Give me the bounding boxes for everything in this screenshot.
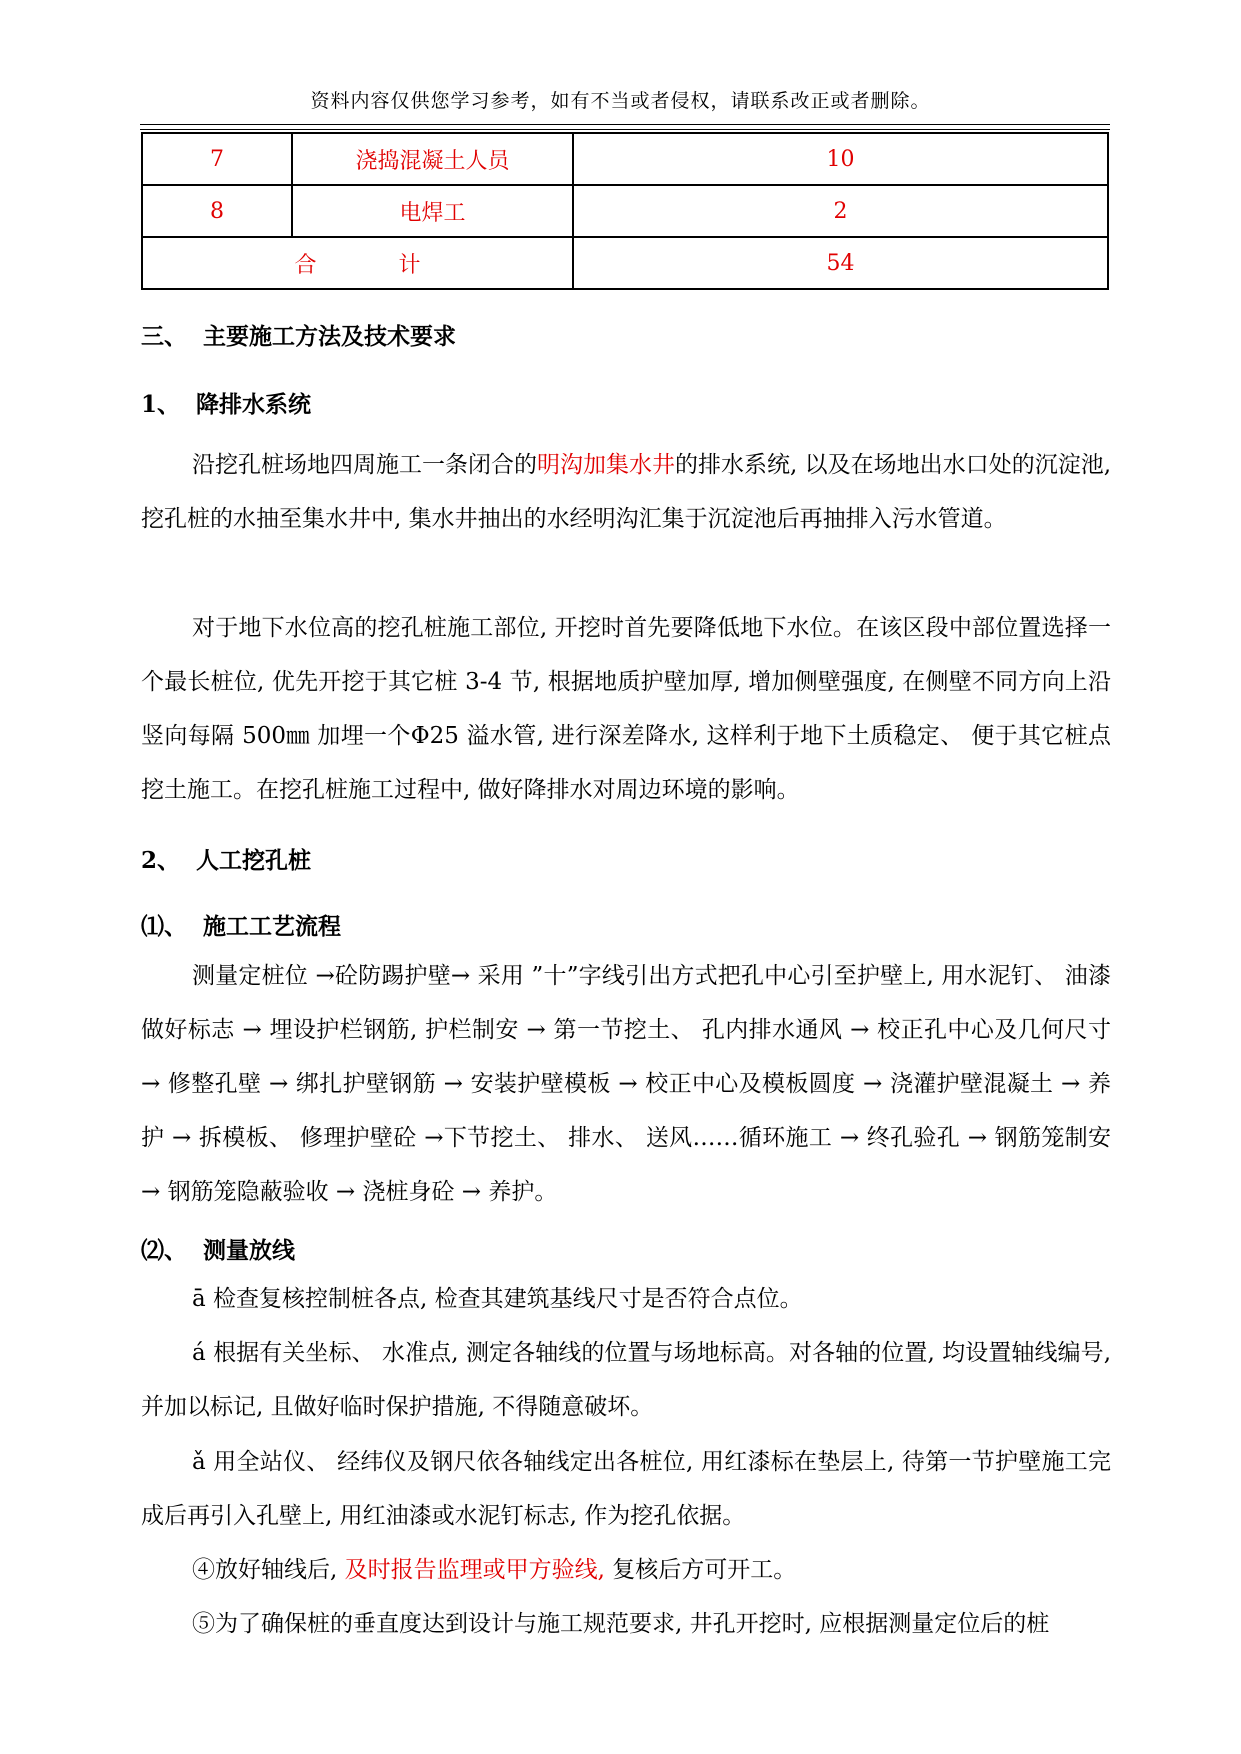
- row-number: 7: [142, 133, 292, 185]
- text: ④放好轴线后,: [192, 1557, 345, 1583]
- section-1-paragraph-1: [141, 438, 1111, 546]
- header-rule-double: [140, 129, 1110, 130]
- survey-item-e: ⑤为了确保桩的垂直度达到设计与施工规范要求, 井孔开挖时, 应根据测量定位后的桩: [192, 1611, 1050, 1637]
- row-count: 2: [573, 185, 1108, 237]
- section-2-1-title: ⑴、 施工工艺流程: [141, 913, 342, 940]
- table-total-row: [142, 237, 1108, 289]
- highlight-text: 及时报告监理或甲方验线,: [344, 1557, 605, 1583]
- staff-table: [141, 132, 1109, 290]
- process-flow-paragraph: 测量定桩位 →砼防踢护壁→ 采用 ”十”字线引出方式把孔中心引至护壁上, 用水泥钉、 油漆做好标志 → 埋设护栏钢筋, 护栏制安 → 第一节挖土、 孔内排水通风 → 校正孔中心及几何尺寸 → 修整孔壁 → 绑扎护壁钢筋 → 安装护壁模板 → 校正中心及模板圆度 → 浇灌护壁混凝土 → 养护 → 拆模板、 修理护壁砼 →下节挖土、 排水、 送风……循环施工 → 终孔验孔 → 钢筋笼制安 → 钢筋笼隐蔽验收 → 浇桩身砼 → 养护。: [141, 963, 1111, 1205]
- header-rule: [140, 124, 1110, 125]
- row-role: 浇捣混凝土人员: [292, 133, 573, 185]
- survey-item-a: ā 检查复核控制桩各点, 检查其建筑基线尺寸是否符合点位。: [192, 1286, 803, 1312]
- row-number: 8: [142, 185, 292, 237]
- text: 复核后方可开工。: [604, 1557, 797, 1583]
- table-row: [142, 185, 1108, 237]
- survey-item-b: á 根据有关坐标、 水准点, 测定各轴线的位置与场地标高。对各轴的位置, 均设置轴线编号, 并加以标记, 且做好临时保护措施, 不得随意破坏。: [141, 1340, 1111, 1420]
- section-2-title: 2、 人工挖孔桩: [141, 847, 312, 874]
- total-label: [142, 237, 573, 289]
- table-row: [142, 133, 1108, 185]
- text: 的排水系统, 以及在场地出水口处的沉淀池, 挖孔桩的水抽至集水井中, 集水井抽出的水经明沟汇集于沉淀池后再抽排入污水管道。: [141, 452, 1112, 532]
- row-count: 10: [573, 133, 1108, 185]
- total-label-b: 计: [398, 252, 421, 278]
- header-note: 资料内容仅供您学习参考，如有不当或者侵权，请联系改正或者删除。: [310, 90, 931, 112]
- section-2-2-title: ⑵、 测量放线: [141, 1237, 296, 1264]
- highlight-text: 明沟加集水井: [537, 452, 676, 478]
- section-1-title: 1、 降排水系统: [141, 391, 312, 418]
- text: 沿挖孔桩场地四周施工一条闭合的: [192, 452, 538, 478]
- survey-item-d: [141, 1543, 1111, 1597]
- survey-item-c: ǎ 用全站仪、 经纬仪及钢尺依各轴线定出各桩位, 用红漆标在垫层上, 待第一节护壁施工完成后再引入孔壁上, 用红油漆或水泥钉标志, 作为挖孔依据。: [141, 1449, 1111, 1529]
- section-3-title: 三、 主要施工方法及技术要求: [141, 323, 457, 350]
- total-label-a: 合: [294, 252, 317, 278]
- total-value: 54: [573, 237, 1108, 289]
- row-role: 电焊工: [292, 185, 573, 237]
- section-1-paragraph-2: 对于地下水位高的挖孔桩施工部位, 开挖时首先要降低地下水位。在该区段中部位置选择一个最长桩位, 优先开挖于其它桩 3-4 节, 根据地质护壁加厚, 增加侧壁强度, 在侧壁不同方向上沿竖向每隔 500㎜ 加埋一个Φ25 溢水管, 进行深差降水, 这样利于地下土质稳定、 便于其它桩点挖土施工。在挖孔桩施工过程中, 做好降排水对周边环境的影响。: [141, 615, 1111, 803]
